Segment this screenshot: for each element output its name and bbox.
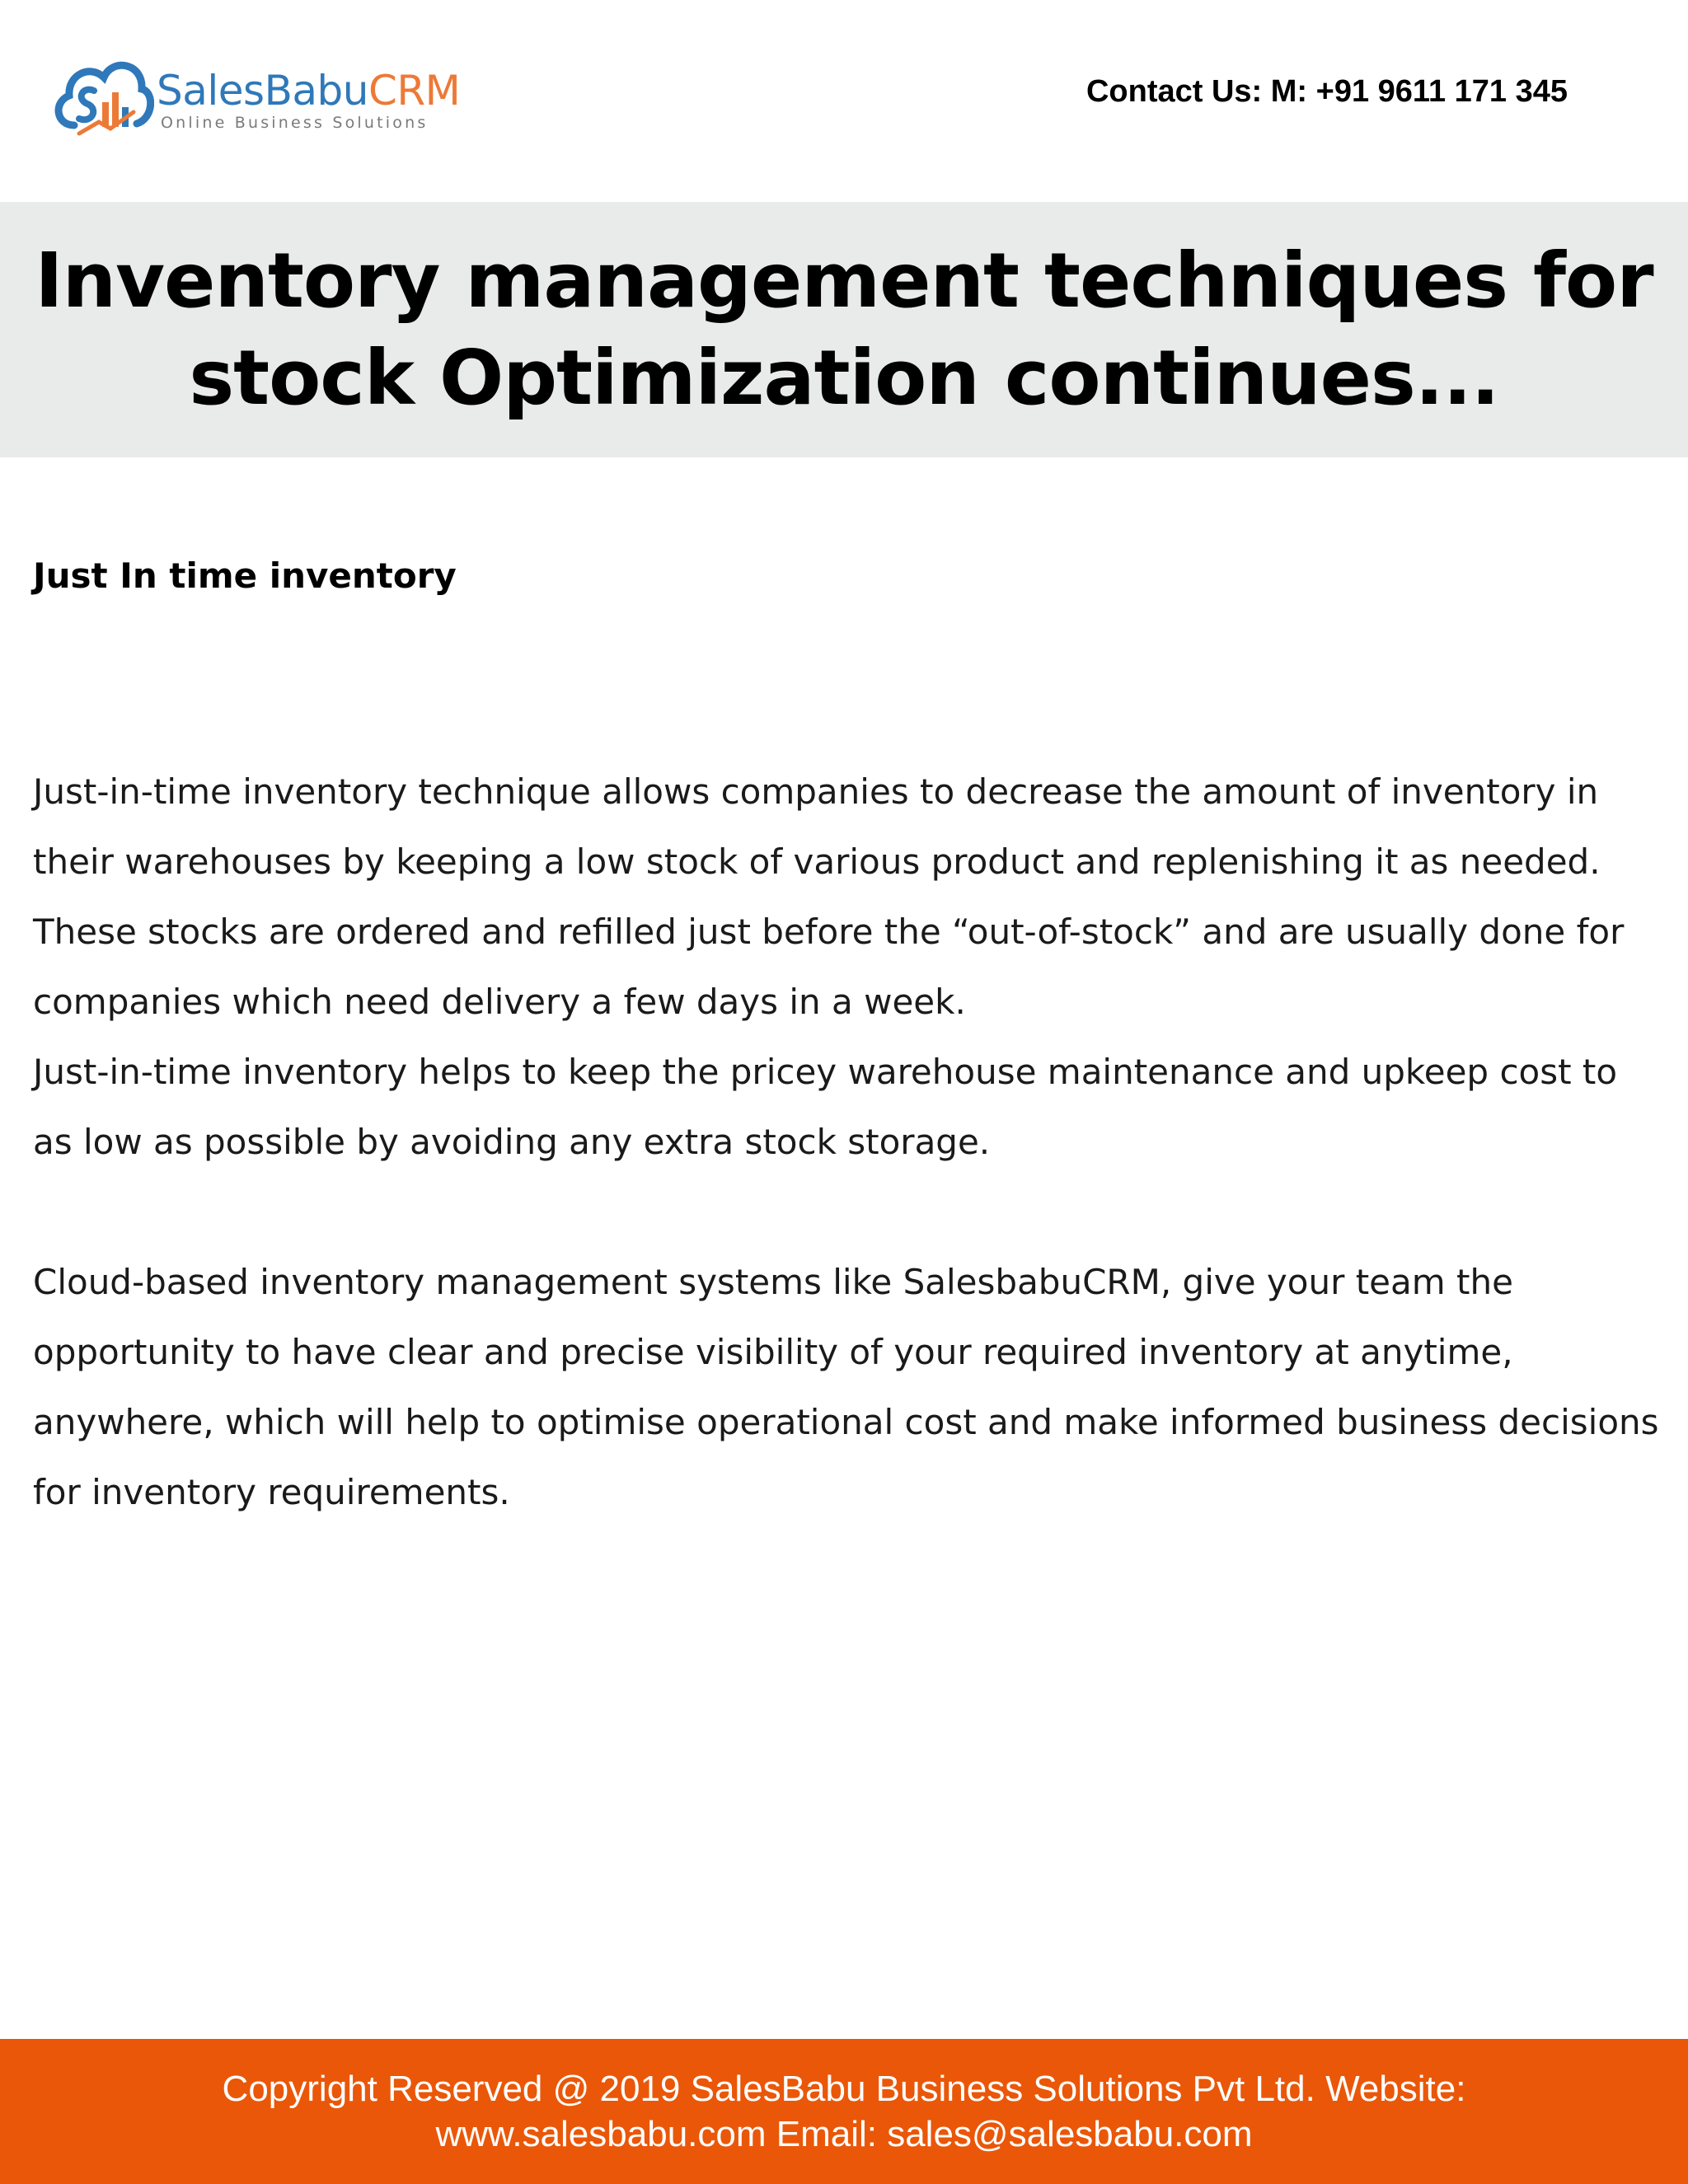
logo-wordmark — [157, 67, 461, 115]
page-footer — [0, 2039, 1688, 2184]
contact-info: Contact Us: M: +91 9611 171 345 — [1085, 74, 1568, 109]
section-heading: Just In time inventory — [33, 555, 457, 596]
paragraph-spacer — [33, 1177, 1665, 1247]
page-header — [0, 0, 1688, 202]
logo-brand-text: SalesBabu — [157, 67, 368, 115]
paragraph-jit-benefits: Just-in-time inventory helps to keep the pricey warehouse maintenance and upkeep cost to as low as possible by avoiding any extra stock storage. — [33, 1052, 1618, 1162]
salesbabu-logo[interactable] — [51, 53, 461, 143]
logo-crm-text: CRM — [368, 67, 461, 115]
footer-copyright: Copyright Reserved @ 2019 SalesBabu Business Solutions Pvt Ltd. Website: — [222, 2069, 1466, 2109]
article-body — [33, 757, 1665, 1527]
paragraph-jit-description: Just-in-time inventory technique allows companies to decrease the amount of inventory in their warehouses by keeping a low stock of various product and replenishing it as needed. These stocks are ordered and refilled just before the “out-of-stock” and are usually done for companies which need delivery a few days in a week. — [33, 771, 1625, 1022]
paragraph-cloud-inventory: Cloud-based inventory management systems like SalesbabuCRM, give your team the opportunity to have clear and precise visibility of your required inventory at anytime, anywhere, which will help to optimise operational cost and make informed business decisions for inventory requirements. — [33, 1262, 1659, 1512]
page-title-line-2: stock Optimization continues... — [189, 334, 1499, 422]
title-banner — [0, 202, 1688, 457]
footer-text — [223, 2066, 1466, 2157]
logo-tagline: Online Business Solutions — [161, 114, 429, 132]
page-title — [35, 232, 1653, 427]
cloud-chart-logo-icon — [51, 53, 154, 143]
page-title-line-1: Inventory management techniques for — [35, 237, 1653, 325]
footer-contact-links[interactable]: www.salesbabu.com Email: sales@salesbabu.com — [435, 2114, 1253, 2154]
